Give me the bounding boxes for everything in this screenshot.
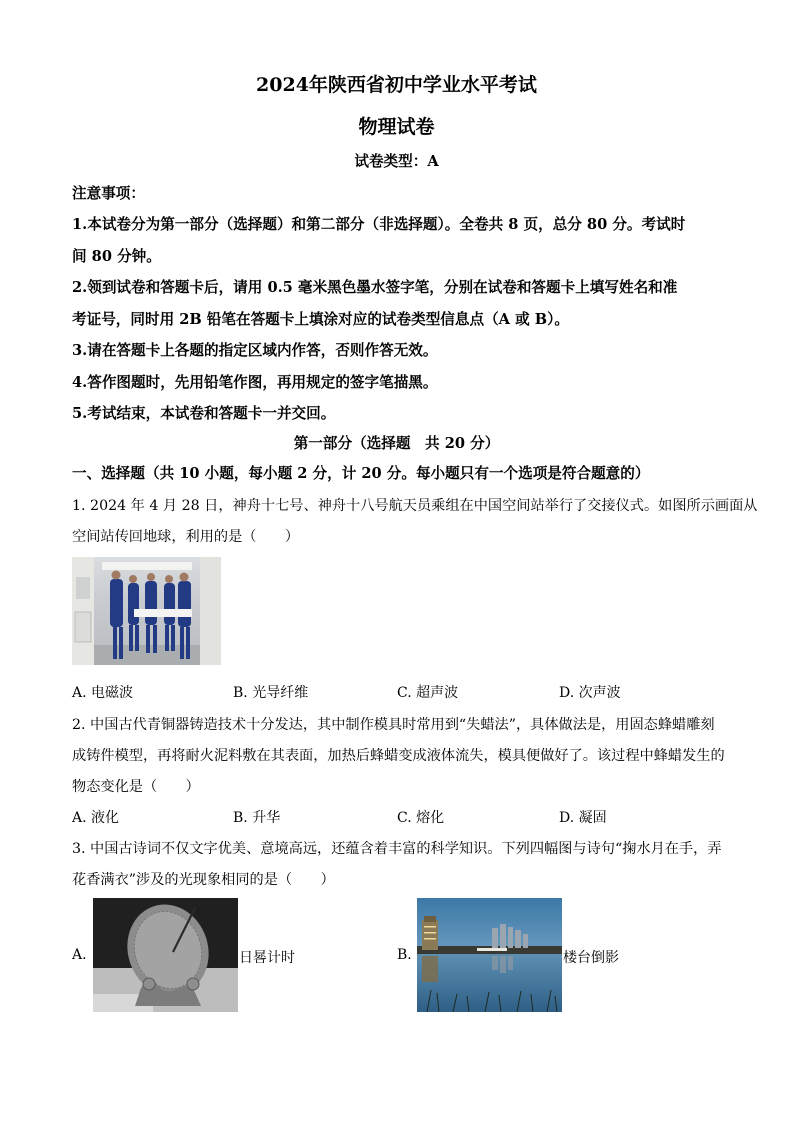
q2-option-d: D. 凝固 <box>559 810 607 826</box>
q1-option-d: D. 次声波 <box>559 685 621 701</box>
q2-option-a: A. 液化 <box>72 810 120 826</box>
paper-type: 试卷类型：A <box>354 153 439 170</box>
q3-option-b-letter: B. <box>397 947 412 963</box>
notice-line: 4.答作图题时，先用铅笔作图，再用规定的签字笔描黑。 <box>72 374 438 391</box>
q3-option-a-letter: A. <box>72 947 87 963</box>
q1-option-b: B. 光导纤维 <box>233 685 309 701</box>
q3-stem-line: 3. 中国古诗词不仅文字优美、意境高远，还蕴含着丰富的科学知识。下列四幅图与诗句“掬水月在手，弄 <box>72 841 722 857</box>
notice-line: 3.请在答题卡上各题的指定区域内作答，否则作答无效。 <box>72 342 438 359</box>
exam-title: 2024年陕西省初中学业水平考试 <box>256 74 537 96</box>
notice-line: 1.本试卷分为第一部分（选择题）和第二部分（非选择题）。全卷共 8 页，总分 80 分。考试时 <box>72 216 686 233</box>
q2-stem-line: 物态变化是（ ） <box>72 779 200 795</box>
q2-stem-line: 成铸件模型，再将耐火泥料敷在其表面，加热后蜂蜡变成液体流失，模具便做好了。该过程中蜂蜡发生的 <box>72 748 725 764</box>
q1-stem-line: 1. 2024 年 4 月 28 日，神舟十七号、神舟十八号航天员乘组在中国空间站举行了交接仪式。如图所示画面从 <box>72 498 758 514</box>
section-heading: 一、选择题（共 10 小题，每小题 2 分，计 20 分。每小题只有一个选项是符合题意的） <box>72 465 650 482</box>
q3-stem-line: 花香满衣”涉及的光现象相同的是（ ） <box>72 872 335 888</box>
q3-option-a-caption: 日晷计时 <box>239 950 295 966</box>
q1-option-a: A. 电磁波 <box>72 685 134 701</box>
notice-line: 5.考试结束，本试卷和答题卡一并交回。 <box>72 405 336 422</box>
q2-stem-line: 2. 中国古代青铜器铸造技术十分发达，其中制作模具时常用到“失蜡法”，具体做法是，用固态蜂蜡雕刻 <box>72 717 715 733</box>
q1-option-c: C. 超声波 <box>397 685 459 701</box>
q3-option-b-caption: 楼台倒影 <box>563 950 619 966</box>
sundial-photo <box>93 898 238 1012</box>
notice-line: 间 80 分钟。 <box>72 248 161 265</box>
paper-subtitle: 物理试卷 <box>358 116 435 138</box>
q2-option-c: C. 熔化 <box>397 810 445 826</box>
q2-option-b: B. 升华 <box>233 810 281 826</box>
part1-heading: 第一部分（选择题 共 20 分） <box>293 435 500 452</box>
notice-line: 2.领到试卷和答题卡后，请用 0.5 毫米黑色墨水签字笔，分别在试卷和答题卡上填写姓名和准 <box>72 279 678 296</box>
tower-reflection-photo <box>417 898 562 1012</box>
q1-stem-line: 空间站传回地球，利用的是（ ） <box>72 529 300 545</box>
notice-line: 考证号，同时用 2B 铅笔在答题卡上填涂对应的试卷类型信息点（A 或 B）。 <box>72 311 569 328</box>
notice-heading: 注意事项： <box>72 185 145 202</box>
space-station-crew-photo <box>72 557 221 665</box>
